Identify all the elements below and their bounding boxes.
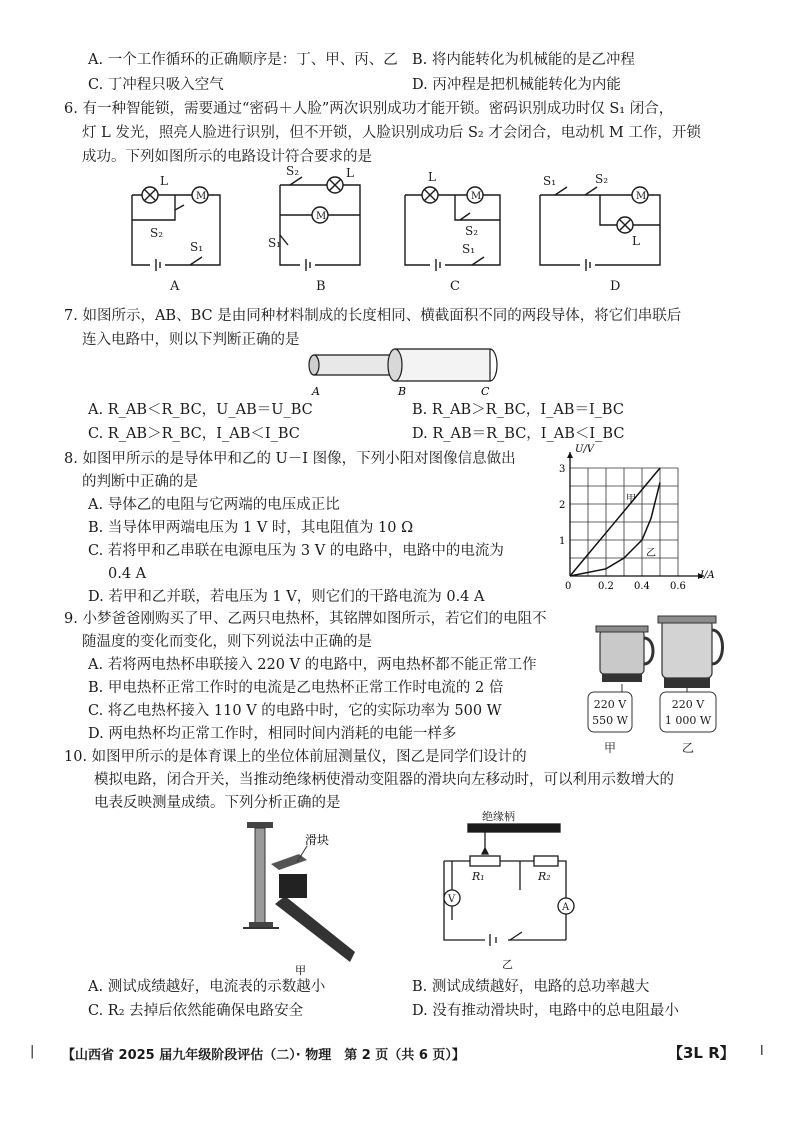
footer-right-mark: l — [760, 1044, 764, 1059]
figure-a-caption: 甲 — [295, 964, 306, 977]
y-tick-label: 3 — [559, 464, 566, 475]
circuit-a-caption: A — [170, 279, 180, 294]
q8-stem-line1: 8. 如图甲所示的是导体甲和乙的 U－I 图像，下列小阳对图像信息做出 — [64, 451, 516, 467]
series-line-yi — [570, 482, 660, 576]
circuit-c-lamp-label: L — [428, 170, 436, 184]
series-label-yi: 乙 — [646, 548, 656, 560]
q9-stem-line2: 随温度的变化而变化，则下列说法中正确的是 — [82, 634, 372, 650]
circuit-a-switch2-label: S₂ — [150, 226, 164, 240]
q10-stem-line1: 10. 如图甲所示的是体育课上的坐位体前屈测量仪，图乙是同学们设计的 — [64, 749, 527, 765]
footer-code: 【3L R】 — [668, 1044, 735, 1062]
circuit-b-caption: B — [316, 279, 326, 294]
r2-label: R₂ — [538, 870, 551, 883]
q6-stem-line2: 灯 L 发光，照亮人脸进行识别，但不开锁，人脸识别成功后 S₂ 才会闭合，电动机 M 工作，开锁 — [82, 125, 701, 141]
q7-option-d: D. R_AB＝R_BC，I_AB＜I_BC — [412, 426, 625, 442]
x-tick-label: 0 — [565, 581, 572, 590]
point-a-label: A — [312, 385, 320, 397]
q9-option-d: D. 两电热杯均正常工作时，相同时间内消耗的电能一样多 — [88, 726, 457, 742]
q8-stem-line2: 的判断中正确的是 — [82, 474, 198, 490]
q10-circuit — [430, 810, 590, 980]
y-axis-label: U/V — [575, 444, 595, 455]
q9-kettles-figure — [580, 612, 740, 760]
y-tick-label: 2 — [559, 500, 566, 511]
q7-option-b: B. R_AB＞R_BC，I_AB＝I_BC — [412, 402, 624, 418]
circuit-a — [132, 187, 220, 271]
handle-label: 绝缘柄 — [482, 810, 515, 823]
x-tick-label: 0.6 — [670, 581, 686, 590]
circuit-d-caption: D — [610, 279, 621, 294]
figure-b-caption: 乙 — [502, 958, 513, 971]
r1-label: R₁ — [472, 870, 485, 883]
q10-stem-line2: 模拟电路，闭合开关，当推动绝缘柄使滑动变阻器的滑块向左移动时，可以利用示数增大的 — [94, 772, 674, 788]
x-tick-label: 0.2 — [598, 581, 614, 590]
q5-option-d: D. 丙冲程是把机械能转化为内能 — [412, 77, 621, 93]
circuit-b-motor-label: M — [316, 211, 327, 222]
footer-left-mark: | — [30, 1044, 35, 1059]
q8-option-a: A. 导体乙的电阻与它两端的电压成正比 — [88, 497, 340, 513]
q8-option-c-line1: C. 若将甲和乙串联在电源电压为 3 V 的电路中，电路中的电流为 — [88, 543, 504, 559]
footer-title: 【山西省 2025 届九年级阶段评估（二）· 物理 第 2 页（共 6 页）】 — [62, 1048, 465, 1063]
circuit-a-motor-label: M — [196, 191, 207, 202]
q10-device-photo — [235, 812, 365, 977]
kettle-a-caption: 甲 — [603, 741, 617, 755]
ammeter-label: A — [562, 902, 570, 913]
voltmeter-label: V — [448, 894, 456, 905]
kettle-b-power: 1 000 W — [664, 714, 712, 727]
u-i-graph — [550, 440, 740, 590]
circuit-d-switch1-label: S₁ — [543, 174, 557, 188]
q9-option-b: B. 甲电热杯正常工作时的电流是乙电热杯正常工作时电流的 2 倍 — [88, 680, 504, 696]
q6-stem-line3: 成功。下列如图所示的电路设计符合要求的是 — [82, 149, 372, 165]
circuit-d-switch2-label: S₂ — [595, 172, 609, 186]
y-tick-label: 1 — [559, 536, 566, 547]
kettle-a-voltage: 220 V — [593, 698, 627, 711]
circuit-b — [280, 177, 360, 271]
q7-option-c: C. R_AB＞R_BC，I_AB＜I_BC — [88, 426, 300, 442]
point-b-label: B — [398, 385, 407, 397]
circuit-c-switch1-label: S₁ — [462, 242, 476, 256]
circuit-c-motor-label: M — [471, 191, 482, 202]
circuit-c-switch2-label: S₂ — [465, 224, 479, 238]
q7-stem-line1: 7. 如图所示，AB、BC 是由同种材料制成的长度相同、横截面积不同的两段导体，将它们串联后 — [64, 308, 682, 324]
circuit-b-lamp-label: L — [346, 166, 354, 180]
kettle-b-caption: 乙 — [681, 741, 695, 755]
circuit-d-lamp-label: L — [632, 234, 640, 248]
q9-stem-line1: 9. 小梦爸爸刚购买了甲、乙两只电热杯，其铭牌如图所示，若它们的电阻不 — [64, 611, 547, 627]
q9-option-c: C. 将乙电热杯接入 110 V 的电路中时，它的实际功率为 500 W — [88, 703, 502, 719]
q10-option-c: C. R₂ 去掉后依然能确保电路安全 — [88, 1003, 304, 1019]
q5-option-a: A. 一个工作循环的正确顺序是：丁、甲、丙、乙 — [88, 52, 398, 68]
q8-option-b: B. 当导体甲两端电压为 1 V 时，其电阻值为 10 Ω — [88, 520, 414, 536]
q5-option-b: B. 将内能转化为机械能的是乙冲程 — [412, 52, 635, 68]
series-label-jia: 甲 — [626, 494, 636, 506]
x-tick-label: 0.4 — [634, 581, 650, 590]
q7-conductor-figure — [300, 345, 510, 397]
x-axis-label: I/A — [700, 570, 715, 581]
q8-option-d: D. 若甲和乙并联，若电压为 1 V，则它们的干路电流为 0.4 A — [88, 589, 485, 605]
point-c-label: C — [481, 385, 490, 397]
circuit-c — [405, 187, 500, 271]
slider-label: 滑块 — [305, 833, 330, 847]
circuit-b-switch1-label: S₁ — [268, 236, 282, 250]
q10-stem-line3: 电表反映测量成绩。下列分析正确的是 — [94, 795, 341, 811]
q8-option-c-line2: 0.4 A — [108, 566, 147, 582]
circuit-a-lamp-label: L — [160, 174, 168, 188]
q9-option-a: A. 若将两电热杯串联接入 220 V 的电路中，两电热杯都不能正常工作 — [88, 657, 537, 673]
circuit-c-caption: C — [450, 279, 460, 294]
circuit-a-switch1-label: S₁ — [190, 240, 204, 254]
q7-option-a: A. R_AB＜R_BC，U_AB＝U_BC — [88, 402, 313, 418]
q5-option-c: C. 丁冲程只吸入空气 — [88, 77, 224, 93]
circuit-b-switch2-label: S₂ — [286, 165, 300, 178]
q10-option-a: A. 测试成绩越好，电流表的示数越小 — [88, 979, 326, 995]
y-axis-arrow — [567, 452, 573, 458]
q10-option-d: D. 没有推动滑块时，电路中的总电阻最小 — [412, 1003, 679, 1019]
kettle-a-power: 550 W — [592, 714, 628, 727]
kettle-b-voltage: 220 V — [671, 698, 705, 711]
circuit-d-motor-label: M — [636, 191, 647, 202]
q6-circuit-diagrams — [110, 165, 690, 300]
q6-stem-line1: 6. 有一种智能锁，需要通过“密码＋人脸”两次识别成功才能开锁。密码识别成功时仅 S₁ 闭合， — [64, 101, 674, 117]
q10-option-b: B. 测试成绩越好，电路的总功率越大 — [412, 979, 650, 995]
q7-stem-line2: 连入电路中，则以下判断正确的是 — [82, 332, 300, 348]
